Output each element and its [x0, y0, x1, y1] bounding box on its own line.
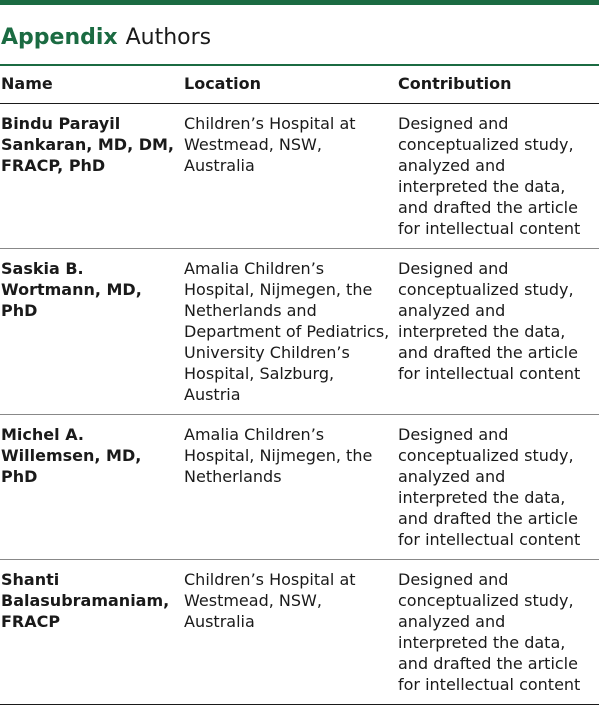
top-accent-bar [0, 0, 599, 5]
title-label: Appendix [1, 25, 118, 50]
table-row [0, 415, 599, 560]
author-contribution: Designed and conceptualized study, analyzed and interpreted the data, and drafted the article for intellectual content [398, 259, 581, 383]
table-row [0, 104, 599, 249]
table-row [0, 249, 599, 415]
author-name: Shanti Balasubramaniam, FRACP [1, 570, 170, 631]
author-location: Children’s Hospital at Westmead, NSW, Australia [184, 570, 356, 631]
header-contribution: Contribution [398, 74, 512, 93]
author-location: Amalia Children’s Hospital, Nijmegen, the Netherlands [184, 425, 373, 486]
author-contribution: Designed and conceptualized study, analyzed and interpreted the data, and drafted the article for intellectual content [398, 114, 581, 238]
table-header-row [0, 66, 599, 104]
author-name: Michel A. Willemsen, MD, PhD [1, 425, 142, 486]
author-contribution: Designed and conceptualized study, analyzed and interpreted the data, and drafted the article for intellectual content [398, 425, 581, 549]
author-location: Children’s Hospital at Westmead, NSW, Australia [184, 114, 356, 175]
author-location: Amalia Children’s Hospital, Nijmegen, the Netherlands and Department of Pediatrics, University Children’s Hospital, Salzburg, Austria [184, 259, 390, 404]
author-name: Bindu Parayil Sankaran, MD, DM, FRACP, PhD [1, 114, 175, 175]
author-contribution: Designed and conceptualized study, analyzed and interpreted the data, and drafted the article for intellectual content [398, 570, 581, 694]
header-name: Name [1, 74, 53, 93]
table-row [0, 560, 599, 705]
author-name: Saskia B. Wortmann, MD, PhD [1, 259, 142, 320]
header-location: Location [184, 74, 261, 93]
authors-table [0, 66, 599, 705]
page-title [1, 24, 211, 52]
title-text: Authors [125, 25, 212, 50]
